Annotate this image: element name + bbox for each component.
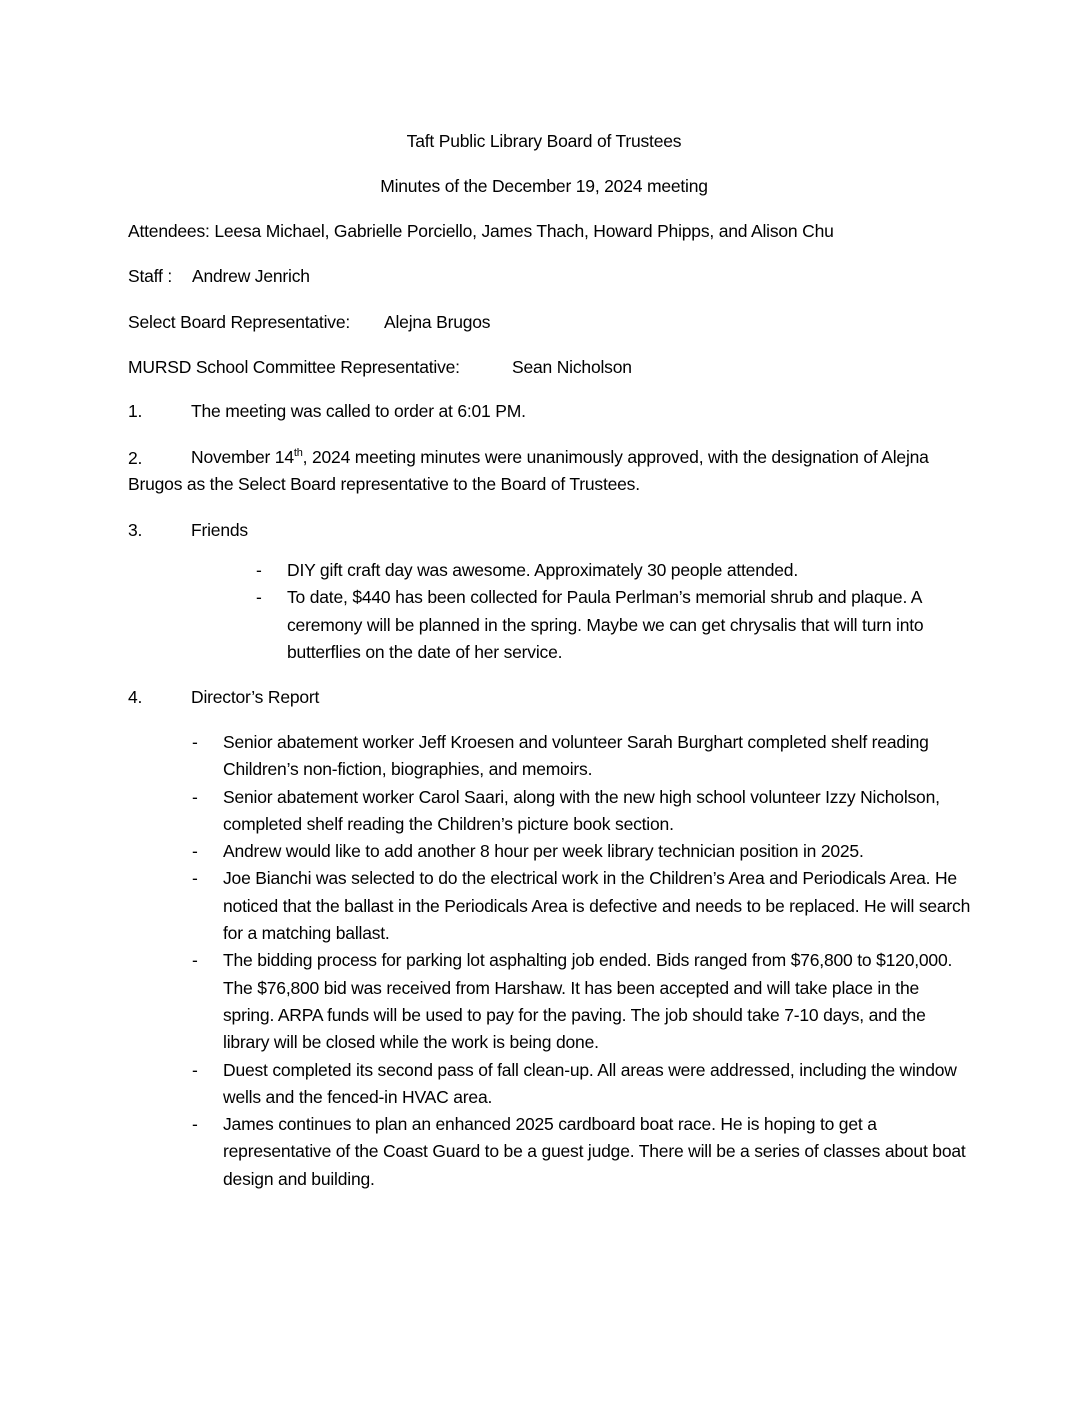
list-item-text: Duest completed its second pass of fall clean-up. All areas were addressed, including the window wells and the fenced-in HVAC area. <box>223 1059 957 1107</box>
bullet-dash: - <box>192 1059 198 1080</box>
list-item <box>256 557 968 584</box>
bullet-dash: - <box>192 786 198 807</box>
select-board-name: Alejna Brugos <box>384 312 491 332</box>
list-item <box>192 947 972 1056</box>
list-item <box>192 838 972 865</box>
item-2-body: , 2024 meeting minutes were unanimously approved, with the designation of Alejna Brugos as the Select Board representative to the Board of Trustees. <box>128 447 929 494</box>
item-3-heading: Friends <box>191 520 248 540</box>
select-board-label: Select Board Representative: <box>128 312 351 332</box>
item-2-text <box>128 444 958 498</box>
item-1-text: The meeting was called to order at 6:01 PM. <box>191 401 526 421</box>
item-2-date-suffix: th <box>293 447 303 460</box>
attendees-line <box>128 220 834 242</box>
item-3-number: 3. <box>128 520 143 540</box>
list-item <box>192 865 972 947</box>
item-2-date: November 14 <box>191 447 294 467</box>
staff-name: Andrew Jenrich <box>192 266 310 286</box>
list-item-text: James continues to plan an enhanced 2025 cardboard boat race. He is hoping to get a representative of the Coast Guard to be a guest judge. There will be a series of classes about boat design and building. <box>223 1114 966 1189</box>
staff-label: Staff : <box>128 266 172 286</box>
item-2-number: 2. <box>128 448 143 468</box>
list-item-text: To date, $440 has been collected for Paula Perlman’s memorial shrub and plaque. A ceremony will be planned in the spring. Maybe we can get chrysalis that will turn into butterflies on the date of her service. <box>287 587 924 662</box>
list-item <box>192 729 972 784</box>
document-title: Taft Public Library Board of Trustees <box>406 131 682 151</box>
list-item-text: Senior abatement worker Carol Saari, along with the new high school volunteer Izzy Nicholson, completed shelf reading the Children’s picture book section. <box>223 786 940 834</box>
school-committee-name: Sean Nicholson <box>512 357 632 377</box>
bullet-dash: - <box>192 841 198 862</box>
item-1-number: 1. <box>128 401 143 421</box>
item-4-heading: Director’s Report <box>191 687 320 707</box>
list-item-text: Senior abatement worker Jeff Kroesen and volunteer Sarah Burghart completed shelf reading Children’s non-fiction, biographies, and memoirs. <box>223 732 929 780</box>
director-report-bullet-list <box>192 729 972 1193</box>
list-item <box>192 1057 972 1112</box>
bullet-dash: - <box>256 560 262 580</box>
list-item <box>192 1111 972 1193</box>
friends-bullet-list <box>256 557 968 666</box>
bullet-dash: - <box>192 868 198 889</box>
attendees-names: Leesa Michael, Gabrielle Porciello, James Thach, Howard Phipps, and Alison Chu <box>214 221 834 241</box>
list-item-text: Andrew would like to add another 8 hour per week library technician position in 2025. <box>223 841 864 862</box>
list-item-text: Joe Bianchi was selected to do the electrical work in the Children’s Area and Periodicals Area. He noticed that the ballast in the Periodicals Area is defective and needs to be replaced. He will search for a matching ballast. <box>223 868 971 944</box>
bullet-dash: - <box>192 1114 198 1135</box>
list-item <box>192 784 972 839</box>
school-committee-label: MURSD School Committee Representative: <box>128 357 460 377</box>
bullet-dash: - <box>192 950 198 971</box>
attendees-label: Attendees: <box>128 221 210 241</box>
bullet-dash: - <box>256 587 262 608</box>
bullet-dash: - <box>192 732 198 752</box>
document-subtitle: Minutes of the December 19, 2024 meeting <box>380 176 708 196</box>
list-item-text: DIY gift craft day was awesome. Approximately 30 people attended. <box>287 560 799 580</box>
list-item <box>256 584 968 666</box>
item-4-number: 4. <box>128 687 143 707</box>
list-item-text: The bidding process for parking lot asphalting job ended. Bids ranged from $76,800 to $120,000. The $76,800 bid was received from Harshaw. It has been accepted and will take place in the spring. ARPA funds will be used to pay for the paving. The job should take 7-10 days, and the library will be closed while the work is being done. <box>223 950 953 1053</box>
